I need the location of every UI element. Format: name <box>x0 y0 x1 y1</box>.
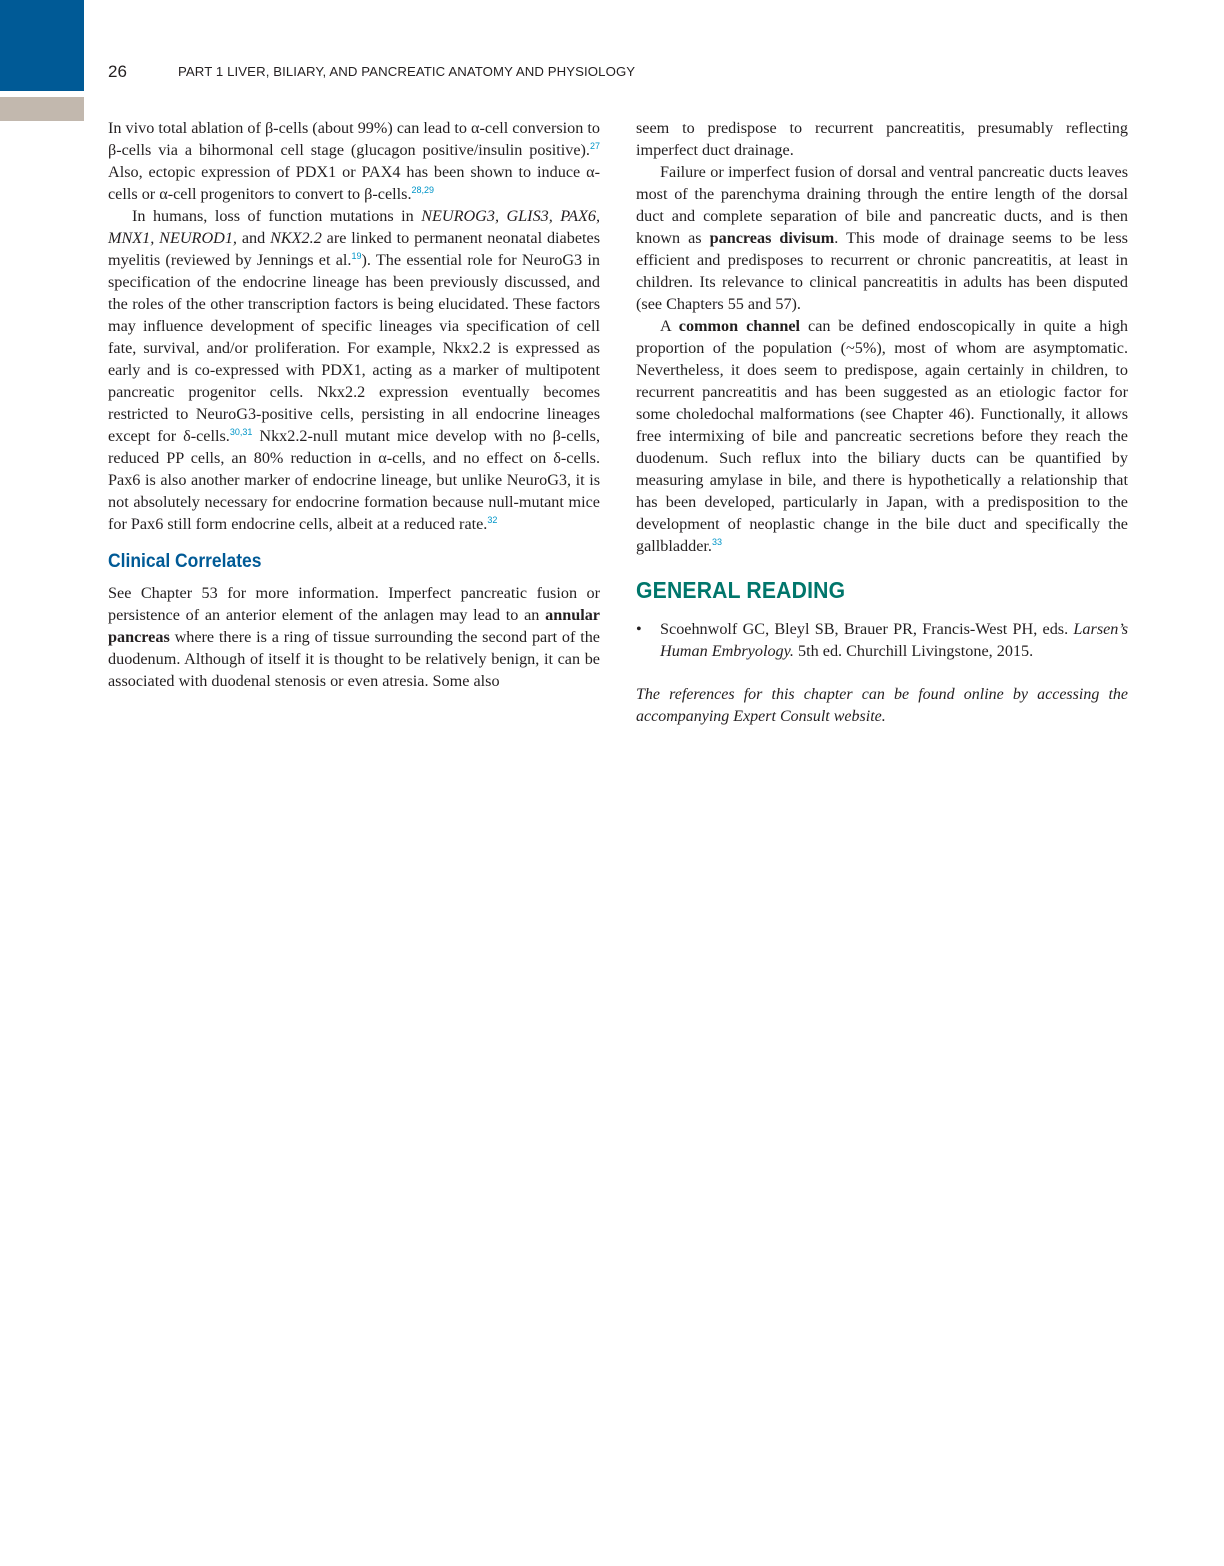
paragraph-human-mutations <box>108 205 600 535</box>
citation-link[interactable]: 19 <box>351 251 362 261</box>
text: ). The essential role for NeuroG3 in specification of the endocrine lineage has been previously discussed, and the roles of the other transcription factors is being elucidated. These factors may influence development of specific lineages via specification of cell fate, survival, and/or proliferation. For example, Nkx2.2 is expressed as early and is co-expressed with PDX1, acting as a marker of multipotent pancreatic progenitor cells. Nkx2.2 expression eventually becomes restricted to NeuroG3-positive cells, persisting in all endocrine lineages except for δ-cells. <box>108 251 601 445</box>
section-heading-general-reading: GENERAL READING <box>636 577 846 603</box>
bold-term: pancreas divisum <box>709 229 835 247</box>
citation-link[interactable]: 30 <box>229 427 240 437</box>
citation-separator: , <box>421 185 425 195</box>
reading-list-item <box>636 618 1128 662</box>
citation-link[interactable]: 27 <box>589 141 600 151</box>
paragraph-beta-cell-ablation <box>108 117 600 205</box>
paragraph-annular-pancreas <box>108 582 600 692</box>
text: See Chapter 53 for more information. Imperfect pancreatic fusion or persistence of an anterior element of the anlagen may lead to an <box>108 584 600 624</box>
reference-title: Larsen’s Human Embryology. <box>660 620 1128 660</box>
page-number: 26 <box>108 62 127 81</box>
text: In humans, loss of function mutations in <box>132 207 422 225</box>
bold-term: annular pancreas <box>108 606 600 646</box>
text: A <box>660 317 679 335</box>
text: and <box>236 229 271 247</box>
references-note: The references for this chapter can be found online by accessing the accompanying Expert Consult website. <box>636 686 1128 725</box>
gene-names: NEUROG3, GLIS3, PAX6, MNX1, NEUROD1, <box>108 207 600 247</box>
text: . This mode of drainage seems to be less efficient and predisposes to recurrent or chronic pancreatitis, at least in children. Its relevance to clinical pancreatitis in adults has been disputed (see Chapters 55 and 57). <box>636 229 1128 313</box>
bold-term: common channel <box>678 317 801 335</box>
text: Failure or imperfect fusion of dorsal and ventral pancreatic ducts leaves most of the parenchyma draining through the entire length of the dorsal duct and complete separation of bile and pancreatic ducts, and is then known as <box>636 163 1128 247</box>
gene-names: NKX2.2 <box>270 229 322 247</box>
running-head: PART 1 LIVER, BILIARY, AND PANCREATIC ANATOMY AND PHYSIOLOGY <box>178 64 636 79</box>
text: are linked to permanent neonatal diabetes myelitis (reviewed by Jennings et al. <box>108 229 600 269</box>
citation-link[interactable]: 31 <box>242 427 253 437</box>
text: can be defined endoscopically in quite a high proportion of the population (~5%), most of whom are asymptomatic. Nevertheless, it does seem to predispose, again certainly in children, to recurrent pancreatitis and has been suggested as an etiologic factor for some choledochal malformations (see Chapter 46). Functionally, it allows free intermixing of bile and pancreatic secretions before they reach the duodenum. Such reflux into the biliary ducts can be quantified by measuring amylase in bile, and there is hypothetically a relationship that has been developed, particularly in Japan, with a predisposition to the development of neoplastic change in the bile duct and specifically the gallbladder. <box>636 317 1129 555</box>
text: where there is a ring of tissue surrounding the second part of the duodenum. Although of itself it is thought to be relatively benign, it can be associated with duodenal stenosis or even atresia. Some also <box>108 628 600 690</box>
paragraph-pancreas-divisum <box>636 161 1128 315</box>
citation-link[interactable]: 33 <box>711 537 722 547</box>
text: Nkx2.2-null mutant mice develop with no β-cells, reduced PP cells, an 80% reduction in α-cells, and no effect on δ-cells. Pax6 is also another marker of endocrine lineage, but unlike NeuroG3, it is not absolutely necessary for endocrine formation because null-mutant mice for Pax6 still form endocrine cells, albeit at a reduced rate. <box>108 427 601 533</box>
citation-link[interactable]: 29 <box>424 185 435 195</box>
reference-authors: Scoehnwolf GC, Bleyl SB, Brauer PR, Francis-West PH, eds. <box>660 620 1074 638</box>
text: Also, ectopic expression of PDX1 or PAX4 has been shown to induce α-cells or α-cell progenitors to convert to β-cells. <box>108 163 600 203</box>
right-column <box>636 117 1128 728</box>
paragraph-continued: seem to predispose to recurrent pancreatitis, presumably reflecting imperfect duct drainage. <box>636 119 1128 159</box>
section-tab-blue <box>0 0 84 91</box>
citation-separator: , <box>239 427 243 437</box>
left-column <box>108 117 600 692</box>
bullet-icon: • <box>636 620 642 638</box>
section-heading-clinical-correlates: Clinical Correlates <box>108 551 262 572</box>
paragraph-common-channel <box>636 315 1128 557</box>
section-tab-taupe <box>0 97 84 121</box>
text: In vivo total ablation of β-cells (about 99%) can lead to α-cell conversion to β-cells via a bihormonal cell stage (glucagon positive/insulin positive). <box>108 119 600 159</box>
reference-details: 5th ed. Churchill Livingstone, 2015. <box>793 642 1034 660</box>
citation-link[interactable]: 32 <box>487 515 498 525</box>
citation-link[interactable]: 28 <box>411 185 422 195</box>
